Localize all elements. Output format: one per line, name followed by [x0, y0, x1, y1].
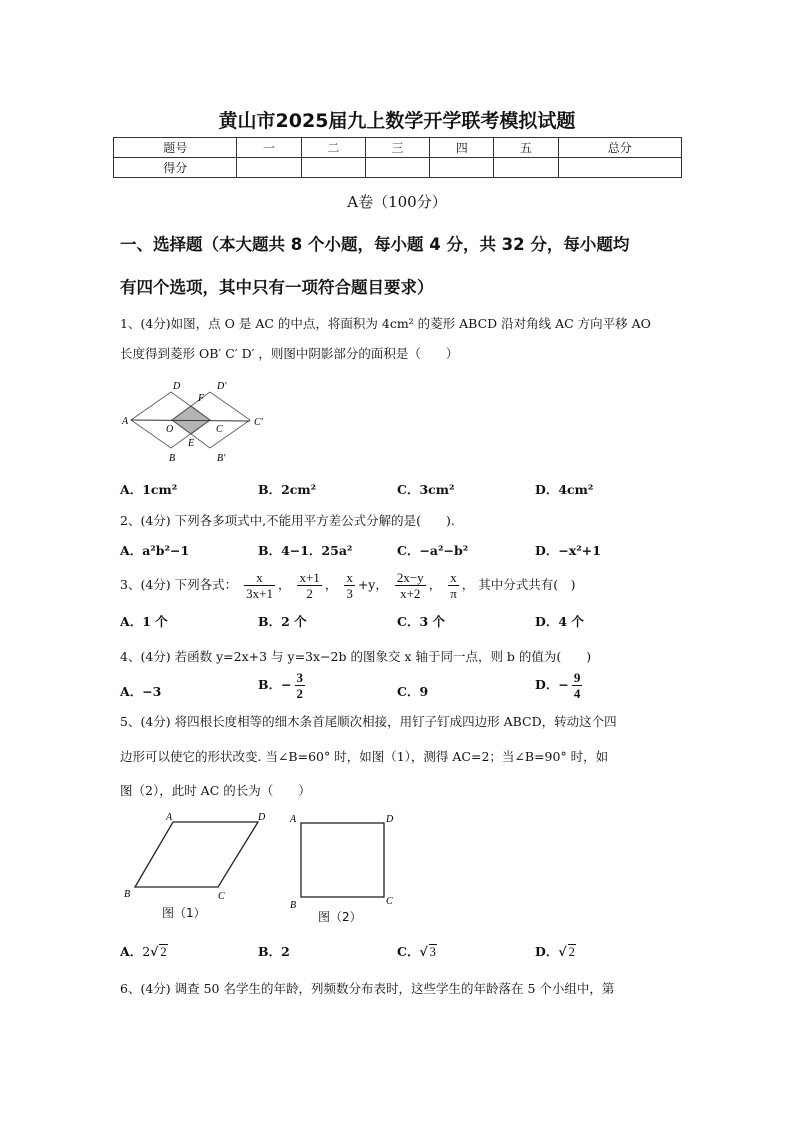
label-b: B	[169, 453, 176, 464]
score-cell: 五	[494, 138, 558, 158]
label-o: O	[166, 424, 174, 435]
numerator: x+1	[299, 570, 320, 585]
denominator: 2	[306, 586, 313, 601]
numerator: x	[448, 570, 459, 586]
score-cell: 四	[430, 138, 494, 158]
fraction	[297, 570, 321, 601]
separator: ，	[324, 577, 338, 592]
q5-option-d[interactable]: D．√ 2	[535, 944, 575, 959]
score-cell: 三	[365, 138, 429, 158]
radicand: 2	[568, 945, 575, 959]
option-label: D．−	[535, 677, 569, 692]
label-d-prime: D′	[217, 381, 227, 392]
square-abcd	[301, 823, 384, 897]
q3-suffix: 其中分式共有( )	[478, 577, 576, 592]
q5-stem-line2: 边形可以使它的形状改变. 当∠B=60° 时，如图（1），测得 AC=2；当∠B=90° 时，如	[120, 749, 609, 764]
separator: ，	[277, 577, 291, 592]
q4-option-c[interactable]: C．9	[397, 684, 429, 699]
q4-option-a[interactable]: A．−3	[120, 684, 162, 699]
q2-stem: 2、(4分) 下列各多项式中,不能用平方差公式分解的是( ).	[120, 513, 455, 528]
section1-heading-line1: 一、选择题（本大题共 8 个小题，每小题 4 分，共 32 分，每小题均	[120, 235, 630, 254]
q2-option-b[interactable]: B．4−1．25a²	[258, 543, 353, 558]
numerator: 3	[296, 670, 304, 685]
label-f: F	[198, 393, 205, 404]
parallelogram-abcd	[135, 822, 258, 887]
fraction	[344, 570, 355, 601]
separator: ，	[428, 577, 442, 592]
q5-figures	[124, 812, 394, 911]
label-c: C	[216, 424, 223, 435]
q5-option-b[interactable]: B．2	[258, 944, 290, 959]
fraction	[295, 670, 306, 701]
score-row-label: 得分	[114, 158, 237, 178]
score-cell: 题号	[114, 138, 237, 158]
label-a: A	[122, 416, 129, 427]
q2-option-d[interactable]: D．−x²+1	[535, 543, 601, 558]
numerator: 9	[573, 670, 581, 685]
q1-option-d[interactable]: D．4cm²	[535, 482, 594, 497]
q3-prefix: 3、(4分) 下列各式：	[120, 577, 238, 592]
numerator: 2x−y	[396, 570, 424, 585]
q5-option-c[interactable]: C．√ 3	[397, 944, 436, 959]
fig1-caption: 图（1）	[162, 906, 206, 920]
q5-stem-line1: 5、(4分) 将四根长度相等的细木条首尾顺次相接，用钉子钉成四边形 ABCD，转动这个四	[120, 714, 617, 729]
score-cell: 总分	[558, 138, 681, 158]
fraction	[448, 570, 459, 601]
fraction	[572, 670, 583, 701]
q1-option-b[interactable]: B．2cm²	[258, 482, 317, 497]
q1-option-a[interactable]: A．1cm²	[120, 482, 178, 497]
option-label: B．−	[258, 677, 292, 692]
denominator: π	[450, 586, 457, 601]
q2-option-a[interactable]: A．a²b²−1	[120, 543, 190, 558]
section-a-heading: A卷（100分）	[347, 193, 447, 211]
score-cell: 二	[301, 138, 365, 158]
q1-rhombus-figure	[121, 381, 264, 464]
q6-stem: 6、(4分) 调查 50 名学生的年龄，列频数分布表时，这些学生的年龄落在 5 个小组中，第	[120, 981, 615, 996]
label-e: E	[188, 438, 195, 449]
fig2-label-a: A	[290, 814, 297, 825]
denominator: 2	[296, 686, 304, 701]
exam-title: 黄山市2025届九上数学开学联考模拟试题	[218, 110, 576, 132]
fig1-label-c: C	[218, 891, 225, 902]
fig1-label-d: D	[258, 812, 266, 823]
fig2-label-b: B	[290, 900, 297, 911]
q1-stem-line1: 1、(4分)如图，点 O 是 AC 的中点，将面积为 4cm² 的菱形 ABCD 沿对角线 AC 方向平移 AO	[120, 316, 651, 331]
separator: +y，	[357, 577, 388, 592]
denominator: 3	[346, 586, 353, 601]
label-d: D	[173, 381, 181, 392]
fig1-label-a: A	[166, 812, 173, 823]
fraction	[244, 570, 275, 601]
q3-option-c[interactable]: C．3 个	[397, 614, 445, 629]
radicand: 2	[160, 945, 167, 959]
q3-option-b[interactable]: B．2 个	[258, 614, 307, 629]
fig1-label-b: B	[124, 889, 131, 900]
q1-option-c[interactable]: C．3cm²	[397, 482, 455, 497]
score-cell: 一	[237, 138, 301, 158]
denominator: 3x+1	[246, 586, 273, 601]
option-label: C．	[397, 944, 420, 959]
separator: ，	[461, 577, 475, 592]
option-label: A．	[120, 944, 143, 959]
diagonal-ac2	[131, 420, 250, 421]
radicand: 3	[429, 945, 436, 959]
fig2-label-d: D	[386, 814, 394, 825]
q1-stem-line2: 长度得到菱形 OB′ C′ D′ ，则图中阴影部分的面积是（ ）	[120, 346, 459, 361]
q4-stem: 4、(4分) 若函数 y=2x+3 与 y=3x−2b 的图象交 x 轴于同一点，则 b 的值为( )	[120, 649, 592, 664]
q3-stem	[120, 570, 576, 601]
section1-heading-line2: 有四个选项，其中只有一项符合题目要求）	[120, 278, 434, 297]
fig2-label-c: C	[386, 896, 393, 907]
fraction	[395, 570, 426, 601]
label-c-prime: C′	[254, 417, 263, 428]
q4-option-b[interactable]	[258, 670, 308, 701]
denominator: 4	[573, 686, 581, 701]
label-b-prime: B′	[217, 453, 226, 464]
fig2-caption: 图（2）	[318, 910, 362, 924]
numerator: x	[346, 570, 353, 585]
numerator: x	[244, 570, 275, 586]
q5-stem-line3: 图（2），此时 AC 的长为（ ）	[120, 783, 311, 798]
option-label: D．	[535, 944, 559, 959]
q4-option-d[interactable]	[535, 670, 585, 701]
denominator: x+2	[400, 586, 421, 601]
q2-option-c[interactable]: C．−a²−b²	[397, 543, 469, 558]
q3-option-d[interactable]: D．4 个	[535, 614, 584, 629]
q5-option-a[interactable]: A．2√ 2	[120, 944, 167, 959]
coefficient: 2	[142, 944, 151, 959]
q3-option-a[interactable]: A．1 个	[120, 614, 168, 629]
